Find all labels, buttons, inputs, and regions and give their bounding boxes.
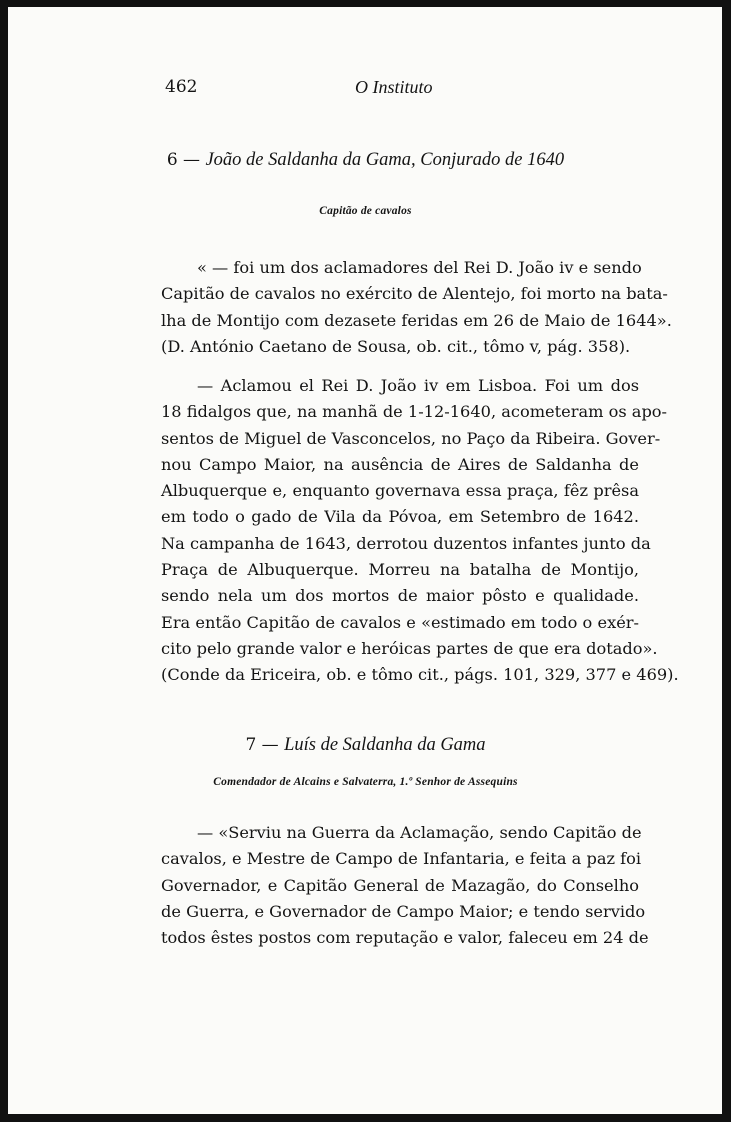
text-line: Praça de Albuquerque. Morreu na batalha de Montijo,	[161, 560, 639, 580]
section-7-heading	[0, 735, 731, 756]
section-6-paragraph-1	[161, 255, 672, 360]
text-line: Governador, e Capitão General de Mazagão, do Conselho	[161, 875, 639, 895]
page-number: 462	[165, 77, 198, 97]
text-line: « — foi um dos aclamadores del Rei D. João iv e sendo	[197, 258, 642, 277]
text-line: cavalos, e Mestre de Campo de Infantaria, e feita a paz foi	[161, 849, 642, 869]
section-6-heading	[0, 150, 731, 171]
text-line: sentos de Miguel de Vasconcelos, no Paço da Ribeira. Gover-	[161, 428, 661, 448]
section-7-number: 7 —	[245, 735, 279, 755]
text-line: lha de Montijo com dezasete feridas em 26 de Maio de 1644».	[161, 310, 672, 330]
text-line: em todo o gado de Vila da Póvoa, em Setembro de 1642.	[161, 507, 639, 527]
text-line: 18 fidalgos que, na manhã de 1-12-1640, acometeram os apo-	[161, 402, 668, 422]
section-7-subtitle: Comendador de Alcains e Salvaterra, 1.º Senhor de Assequins	[213, 776, 518, 788]
section-7-title: Luís de Saldanha da Gama	[284, 735, 486, 755]
running-title: O Instituto	[355, 77, 433, 97]
section-6-paragraph-2	[161, 373, 679, 689]
text-line: de Guerra, e Governador de Campo Maior; e tendo servido	[161, 901, 646, 921]
text-line: Albuquerque e, enquanto governava essa praça, fêz prêsa	[161, 481, 639, 501]
section-6-subtitle: Capitão de cavalos	[319, 205, 412, 217]
section-7-paragraph-1	[161, 820, 649, 951]
text-line: (D. António Caetano de Sousa, ob. cit., tômo v, pág. 358).	[161, 336, 631, 356]
text-line: Capitão de cavalos no exército de Alentejo, foi morto na bata-	[161, 284, 668, 304]
text-line: nou Campo Maior, na ausência de Aires de Saldanha de	[161, 454, 639, 474]
text-line: Era então Capitão de cavalos e «estimado em todo o exér-	[161, 612, 639, 632]
text-line: — «Serviu na Guerra da Aclamação, sendo Capitão de	[197, 823, 642, 842]
text-line: (Conde da Ericeira, ob. e tômo cit., págs. 101, 329, 377 e 469).	[161, 665, 679, 685]
text-line: — Aclamou el Rei D. João iv em Lisboa. Foi um dos	[197, 376, 639, 395]
text-line: todos êstes postos com reputação e valor, faleceu em 24 de	[161, 928, 649, 948]
text-line: sendo nela um dos mortos de maior pôsto e qualidade.	[161, 586, 639, 606]
text-line: Na campanha de 1643, derrotou duzentos infantes junto da	[161, 533, 651, 553]
page-header	[165, 77, 639, 101]
section-6-number: 6 —	[166, 150, 201, 170]
section-6-title: João de Saldanha da Gama, Conjurado de 1640	[205, 150, 565, 170]
text-line: cito pelo grande valor e heróicas partes de que era dotado».	[161, 638, 658, 658]
